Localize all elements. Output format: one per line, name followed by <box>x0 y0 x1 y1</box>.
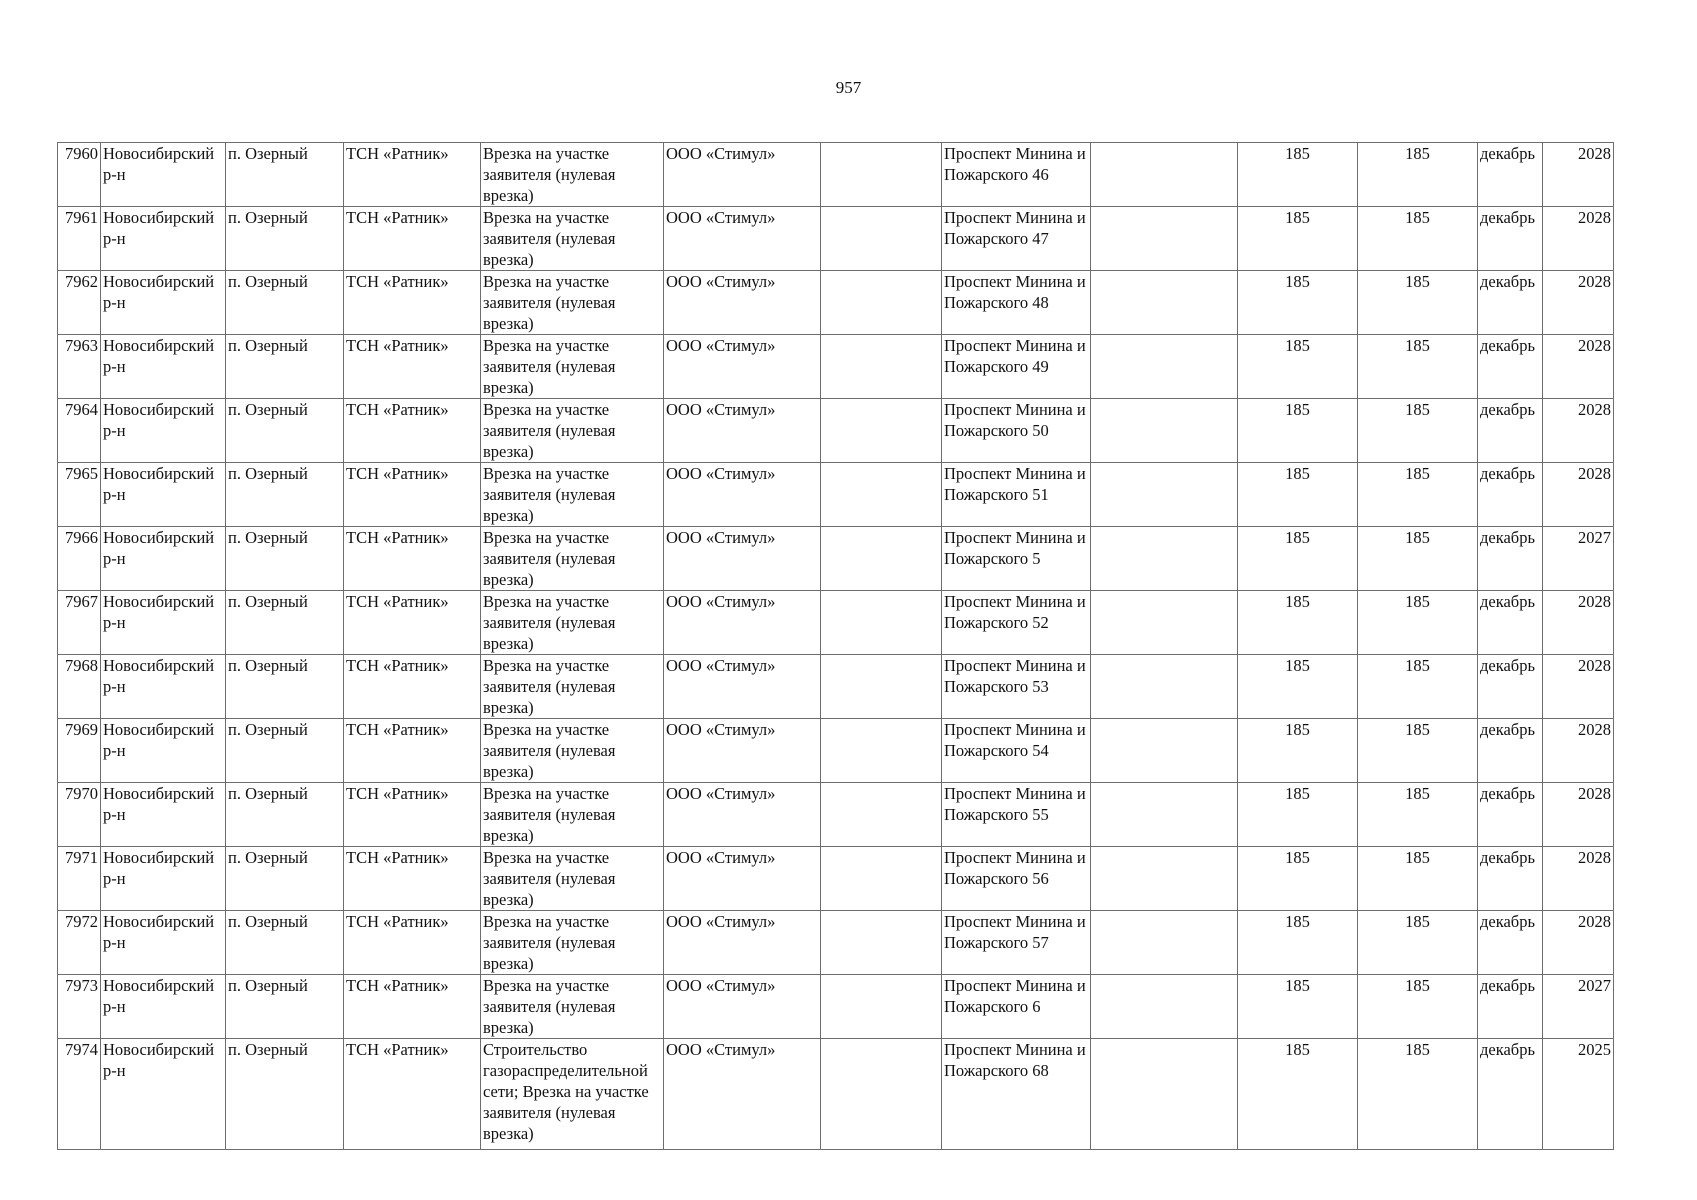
address-cell: Проспект Минина и Пожарского 6 <box>942 975 1091 1039</box>
table-row <box>58 271 1614 335</box>
value-cell: 185 <box>1358 1039 1478 1150</box>
value-cell: 185 <box>1238 143 1358 207</box>
district-cell: Новосибирский р-н <box>101 847 226 911</box>
year-cell: 2028 <box>1543 335 1614 399</box>
year-cell: 2028 <box>1543 143 1614 207</box>
address-cell: Проспект Минина и Пожарского 47 <box>942 207 1091 271</box>
work-type-cell: Врезка на участке заявителя (нулевая врезка) <box>481 783 664 847</box>
month-cell: декабрь <box>1478 463 1543 527</box>
settlement-cell: п. Озерный <box>226 1039 344 1150</box>
register-table <box>57 142 1614 1150</box>
empty-cell <box>821 591 942 655</box>
month-cell: декабрь <box>1478 719 1543 783</box>
organization-cell: ТСН «Ратник» <box>344 847 481 911</box>
contractor-cell: ООО «Стимул» <box>664 335 821 399</box>
work-type-cell: Врезка на участке заявителя (нулевая врезка) <box>481 655 664 719</box>
year-cell: 2028 <box>1543 783 1614 847</box>
contractor-cell: ООО «Стимул» <box>664 783 821 847</box>
contractor-cell: ООО «Стимул» <box>664 143 821 207</box>
empty-cell <box>821 911 942 975</box>
value-cell: 185 <box>1238 719 1358 783</box>
row-id-cell: 7968 <box>58 655 101 719</box>
address-cell: Проспект Минина и Пожарского 53 <box>942 655 1091 719</box>
row-id-cell: 7971 <box>58 847 101 911</box>
address-cell: Проспект Минина и Пожарского 55 <box>942 783 1091 847</box>
month-cell: декабрь <box>1478 271 1543 335</box>
row-id-cell: 7973 <box>58 975 101 1039</box>
value-cell: 185 <box>1358 655 1478 719</box>
settlement-cell: п. Озерный <box>226 463 344 527</box>
empty-cell <box>821 527 942 591</box>
table-row <box>58 399 1614 463</box>
table-row <box>58 655 1614 719</box>
settlement-cell: п. Озерный <box>226 975 344 1039</box>
value-cell: 185 <box>1238 271 1358 335</box>
empty-cell <box>1091 975 1238 1039</box>
settlement-cell: п. Озерный <box>226 783 344 847</box>
row-id-cell: 7963 <box>58 335 101 399</box>
contractor-cell: ООО «Стимул» <box>664 975 821 1039</box>
month-cell: декабрь <box>1478 911 1543 975</box>
district-cell: Новосибирский р-н <box>101 335 226 399</box>
organization-cell: ТСН «Ратник» <box>344 655 481 719</box>
year-cell: 2027 <box>1543 527 1614 591</box>
organization-cell: ТСН «Ратник» <box>344 1039 481 1150</box>
contractor-cell: ООО «Стимул» <box>664 271 821 335</box>
value-cell: 185 <box>1238 1039 1358 1150</box>
address-cell: Проспект Минина и Пожарского 57 <box>942 911 1091 975</box>
empty-cell <box>821 271 942 335</box>
year-cell: 2028 <box>1543 207 1614 271</box>
district-cell: Новосибирский р-н <box>101 911 226 975</box>
district-cell: Новосибирский р-н <box>101 783 226 847</box>
month-cell: декабрь <box>1478 527 1543 591</box>
organization-cell: ТСН «Ратник» <box>344 911 481 975</box>
month-cell: декабрь <box>1478 399 1543 463</box>
empty-cell <box>1091 527 1238 591</box>
month-cell: декабрь <box>1478 1039 1543 1150</box>
row-id-cell: 7965 <box>58 463 101 527</box>
row-id-cell: 7967 <box>58 591 101 655</box>
district-cell: Новосибирский р-н <box>101 975 226 1039</box>
settlement-cell: п. Озерный <box>226 591 344 655</box>
settlement-cell: п. Озерный <box>226 655 344 719</box>
contractor-cell: ООО «Стимул» <box>664 911 821 975</box>
value-cell: 185 <box>1238 975 1358 1039</box>
month-cell: декабрь <box>1478 207 1543 271</box>
value-cell: 185 <box>1238 655 1358 719</box>
empty-cell <box>821 655 942 719</box>
district-cell: Новосибирский р-н <box>101 1039 226 1150</box>
address-cell: Проспект Минина и Пожарского 56 <box>942 847 1091 911</box>
address-cell: Проспект Минина и Пожарского 54 <box>942 719 1091 783</box>
value-cell: 185 <box>1358 719 1478 783</box>
value-cell: 185 <box>1358 271 1478 335</box>
row-id-cell: 7974 <box>58 1039 101 1150</box>
empty-cell <box>821 399 942 463</box>
organization-cell: ТСН «Ратник» <box>344 399 481 463</box>
work-type-cell: Врезка на участке заявителя (нулевая врезка) <box>481 271 664 335</box>
month-cell: декабрь <box>1478 783 1543 847</box>
year-cell: 2028 <box>1543 591 1614 655</box>
contractor-cell: ООО «Стимул» <box>664 847 821 911</box>
value-cell: 185 <box>1238 399 1358 463</box>
district-cell: Новосибирский р-н <box>101 399 226 463</box>
year-cell: 2027 <box>1543 975 1614 1039</box>
address-cell: Проспект Минина и Пожарского 48 <box>942 271 1091 335</box>
work-type-cell: Врезка на участке заявителя (нулевая врезка) <box>481 975 664 1039</box>
work-type-cell: Врезка на участке заявителя (нулевая врезка) <box>481 847 664 911</box>
value-cell: 185 <box>1238 911 1358 975</box>
empty-cell <box>821 143 942 207</box>
work-type-cell: Врезка на участке заявителя (нулевая врезка) <box>481 207 664 271</box>
contractor-cell: ООО «Стимул» <box>664 463 821 527</box>
settlement-cell: п. Озерный <box>226 399 344 463</box>
empty-cell <box>1091 463 1238 527</box>
work-type-cell: Врезка на участке заявителя (нулевая врезка) <box>481 719 664 783</box>
district-cell: Новосибирский р-н <box>101 527 226 591</box>
organization-cell: ТСН «Ратник» <box>344 271 481 335</box>
district-cell: Новосибирский р-н <box>101 207 226 271</box>
contractor-cell: ООО «Стимул» <box>664 591 821 655</box>
value-cell: 185 <box>1238 783 1358 847</box>
year-cell: 2028 <box>1543 655 1614 719</box>
row-id-cell: 7970 <box>58 783 101 847</box>
table-row <box>58 463 1614 527</box>
contractor-cell: ООО «Стимул» <box>664 1039 821 1150</box>
work-type-cell: Врезка на участке заявителя (нулевая врезка) <box>481 335 664 399</box>
table-row <box>58 335 1614 399</box>
year-cell: 2028 <box>1543 719 1614 783</box>
year-cell: 2028 <box>1543 847 1614 911</box>
value-cell: 185 <box>1238 591 1358 655</box>
value-cell: 185 <box>1358 911 1478 975</box>
value-cell: 185 <box>1358 143 1478 207</box>
table-row <box>58 207 1614 271</box>
value-cell: 185 <box>1358 591 1478 655</box>
settlement-cell: п. Озерный <box>226 335 344 399</box>
value-cell: 185 <box>1358 975 1478 1039</box>
settlement-cell: п. Озерный <box>226 527 344 591</box>
empty-cell <box>1091 1039 1238 1150</box>
organization-cell: ТСН «Ратник» <box>344 783 481 847</box>
address-cell: Проспект Минина и Пожарского 46 <box>942 143 1091 207</box>
work-type-cell: Врезка на участке заявителя (нулевая врезка) <box>481 527 664 591</box>
value-cell: 185 <box>1358 783 1478 847</box>
district-cell: Новосибирский р-н <box>101 719 226 783</box>
table-row <box>58 1039 1614 1150</box>
row-id-cell: 7972 <box>58 911 101 975</box>
table-row <box>58 719 1614 783</box>
organization-cell: ТСН «Ратник» <box>344 207 481 271</box>
district-cell: Новосибирский р-н <box>101 463 226 527</box>
month-cell: декабрь <box>1478 335 1543 399</box>
value-cell: 185 <box>1238 527 1358 591</box>
row-id-cell: 7961 <box>58 207 101 271</box>
empty-cell <box>1091 591 1238 655</box>
row-id-cell: 7966 <box>58 527 101 591</box>
address-cell: Проспект Минина и Пожарского 68 <box>942 1039 1091 1150</box>
month-cell: декабрь <box>1478 847 1543 911</box>
row-id-cell: 7964 <box>58 399 101 463</box>
contractor-cell: ООО «Стимул» <box>664 207 821 271</box>
district-cell: Новосибирский р-н <box>101 271 226 335</box>
value-cell: 185 <box>1238 847 1358 911</box>
empty-cell <box>821 783 942 847</box>
empty-cell <box>821 975 942 1039</box>
district-cell: Новосибирский р-н <box>101 655 226 719</box>
contractor-cell: ООО «Стимул» <box>664 527 821 591</box>
settlement-cell: п. Озерный <box>226 207 344 271</box>
empty-cell <box>1091 847 1238 911</box>
value-cell: 185 <box>1358 463 1478 527</box>
empty-cell <box>1091 271 1238 335</box>
address-cell: Проспект Минина и Пожарского 52 <box>942 591 1091 655</box>
empty-cell <box>1091 399 1238 463</box>
organization-cell: ТСН «Ратник» <box>344 719 481 783</box>
settlement-cell: п. Озерный <box>226 271 344 335</box>
empty-cell <box>821 1039 942 1150</box>
value-cell: 185 <box>1238 207 1358 271</box>
table-row <box>58 783 1614 847</box>
value-cell: 185 <box>1358 399 1478 463</box>
empty-cell <box>1091 207 1238 271</box>
year-cell: 2028 <box>1543 463 1614 527</box>
empty-cell <box>821 847 942 911</box>
month-cell: декабрь <box>1478 143 1543 207</box>
value-cell: 185 <box>1238 335 1358 399</box>
organization-cell: ТСН «Ратник» <box>344 527 481 591</box>
district-cell: Новосибирский р-н <box>101 591 226 655</box>
value-cell: 185 <box>1358 847 1478 911</box>
contractor-cell: ООО «Стимул» <box>664 719 821 783</box>
work-type-cell: Врезка на участке заявителя (нулевая врезка) <box>481 591 664 655</box>
page-number: 957 <box>835 78 862 97</box>
address-cell: Проспект Минина и Пожарского 50 <box>942 399 1091 463</box>
table-row <box>58 143 1614 207</box>
district-cell: Новосибирский р-н <box>101 143 226 207</box>
year-cell: 2028 <box>1543 399 1614 463</box>
row-id-cell: 7960 <box>58 143 101 207</box>
value-cell: 185 <box>1238 463 1358 527</box>
work-type-cell: Врезка на участке заявителя (нулевая врезка) <box>481 399 664 463</box>
year-cell: 2028 <box>1543 271 1614 335</box>
address-cell: Проспект Минина и Пожарского 49 <box>942 335 1091 399</box>
work-type-cell: Врезка на участке заявителя (нулевая врезка) <box>481 463 664 527</box>
table-body <box>58 143 1614 1150</box>
settlement-cell: п. Озерный <box>226 847 344 911</box>
contractor-cell: ООО «Стимул» <box>664 655 821 719</box>
empty-cell <box>821 335 942 399</box>
value-cell: 185 <box>1358 207 1478 271</box>
table-row <box>58 911 1614 975</box>
row-id-cell: 7962 <box>58 271 101 335</box>
contractor-cell: ООО «Стимул» <box>664 399 821 463</box>
work-type-cell: Строительство газораспределительной сети; Врезка на участке заявителя (нулевая врезка) <box>481 1039 664 1150</box>
empty-cell <box>1091 335 1238 399</box>
year-cell: 2025 <box>1543 1039 1614 1150</box>
table-row <box>58 527 1614 591</box>
table-row <box>58 847 1614 911</box>
address-cell: Проспект Минина и Пожарского 51 <box>942 463 1091 527</box>
month-cell: декабрь <box>1478 655 1543 719</box>
table-row <box>58 975 1614 1039</box>
row-id-cell: 7969 <box>58 719 101 783</box>
empty-cell <box>1091 911 1238 975</box>
empty-cell <box>1091 719 1238 783</box>
work-type-cell: Врезка на участке заявителя (нулевая врезка) <box>481 143 664 207</box>
organization-cell: ТСН «Ратник» <box>344 143 481 207</box>
settlement-cell: п. Озерный <box>226 719 344 783</box>
organization-cell: ТСН «Ратник» <box>344 591 481 655</box>
work-type-cell: Врезка на участке заявителя (нулевая врезка) <box>481 911 664 975</box>
organization-cell: ТСН «Ратник» <box>344 335 481 399</box>
settlement-cell: п. Озерный <box>226 911 344 975</box>
value-cell: 185 <box>1358 527 1478 591</box>
month-cell: декабрь <box>1478 975 1543 1039</box>
empty-cell <box>1091 655 1238 719</box>
empty-cell <box>821 719 942 783</box>
empty-cell <box>821 207 942 271</box>
settlement-cell: п. Озерный <box>226 143 344 207</box>
value-cell: 185 <box>1358 335 1478 399</box>
month-cell: декабрь <box>1478 591 1543 655</box>
year-cell: 2028 <box>1543 911 1614 975</box>
empty-cell <box>1091 143 1238 207</box>
address-cell: Проспект Минина и Пожарского 5 <box>942 527 1091 591</box>
empty-cell <box>821 463 942 527</box>
organization-cell: ТСН «Ратник» <box>344 975 481 1039</box>
organization-cell: ТСН «Ратник» <box>344 463 481 527</box>
empty-cell <box>1091 783 1238 847</box>
table-row <box>58 591 1614 655</box>
